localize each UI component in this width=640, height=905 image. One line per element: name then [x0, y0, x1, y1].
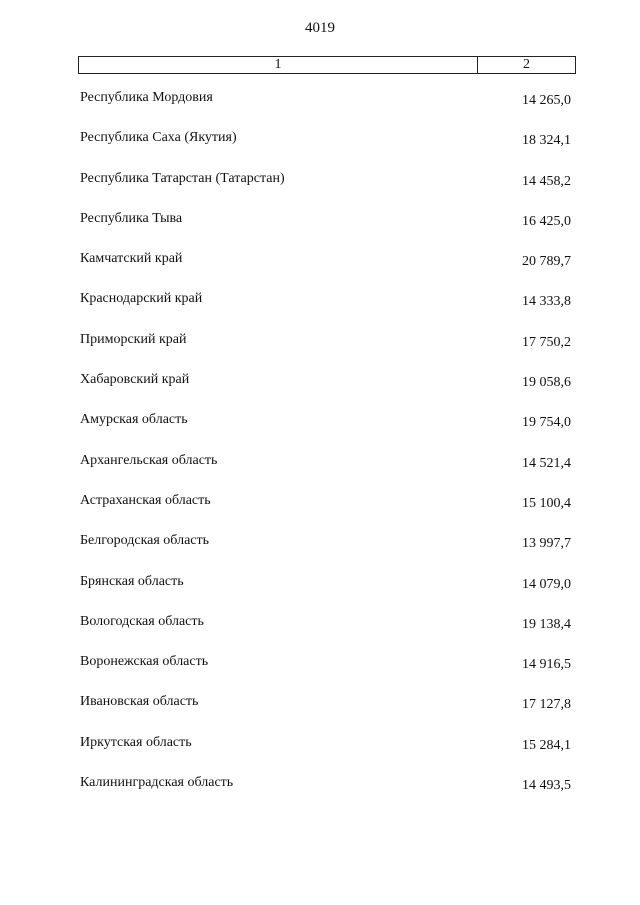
region-name: Республика Татарстан (Татарстан)	[80, 170, 285, 186]
region-name: Вологодская область	[80, 613, 204, 629]
region-value: 14 916,5	[522, 657, 571, 673]
region-value: 14 521,4	[522, 455, 571, 471]
region-name: Брянская область	[80, 573, 184, 589]
region-value: 20 789,7	[522, 254, 571, 270]
region-value: 17 127,8	[522, 697, 571, 713]
table-row	[0, 453, 640, 493]
region-name: Приморский край	[80, 331, 187, 347]
region-name: Иркутская область	[80, 734, 192, 750]
region-value: 14 493,5	[522, 778, 571, 794]
region-value: 16 425,0	[522, 213, 571, 229]
region-value: 14 079,0	[522, 576, 571, 592]
region-name: Архангельская область	[80, 452, 218, 468]
table-row	[0, 493, 640, 533]
table-header	[78, 56, 576, 74]
page-number: 4019	[305, 20, 335, 36]
table-row	[0, 694, 640, 734]
region-name: Ивановская область	[80, 694, 199, 710]
region-value: 19 754,0	[522, 415, 571, 431]
region-value: 15 284,1	[522, 737, 571, 753]
table-row	[0, 614, 640, 654]
table-row	[0, 574, 640, 614]
table-row	[0, 251, 640, 291]
table-row	[0, 372, 640, 412]
region-name: Камчатский край	[80, 251, 183, 267]
region-value: 14 458,2	[522, 173, 571, 189]
table-row	[0, 654, 640, 694]
table-body	[0, 90, 640, 815]
table-row	[0, 412, 640, 452]
region-name: Республика Саха (Якутия)	[80, 130, 237, 146]
header-column-1: 1	[79, 57, 478, 73]
table-row	[0, 211, 640, 251]
region-value: 19 138,4	[522, 616, 571, 632]
region-value: 18 324,1	[522, 133, 571, 149]
table-row	[0, 775, 640, 815]
table-row	[0, 735, 640, 775]
region-name: Республика Мордовия	[80, 90, 213, 105]
region-value: 17 750,2	[522, 334, 571, 350]
table-row	[0, 171, 640, 211]
table-row	[0, 291, 640, 331]
region-value: 13 997,7	[522, 536, 571, 552]
table-row	[0, 533, 640, 573]
region-name: Амурская область	[80, 412, 188, 428]
region-name: Краснодарский край	[80, 291, 203, 307]
header-column-2: 2	[523, 57, 530, 72]
region-value: 14 333,8	[522, 294, 571, 310]
region-value: 15 100,4	[522, 495, 571, 511]
table-row	[0, 332, 640, 372]
region-name: Белгородская область	[80, 533, 210, 549]
region-name: Хабаровский край	[80, 372, 190, 388]
table-row	[0, 90, 640, 130]
region-name: Астраханская область	[80, 492, 211, 508]
region-value: 14 265,0	[522, 93, 571, 108]
region-name: Республика Тыва	[80, 210, 183, 226]
region-name: Калининградская область	[80, 775, 234, 791]
table-row	[0, 130, 640, 170]
region-value: 19 058,6	[522, 375, 571, 391]
region-name: Воронежская область	[80, 654, 209, 670]
